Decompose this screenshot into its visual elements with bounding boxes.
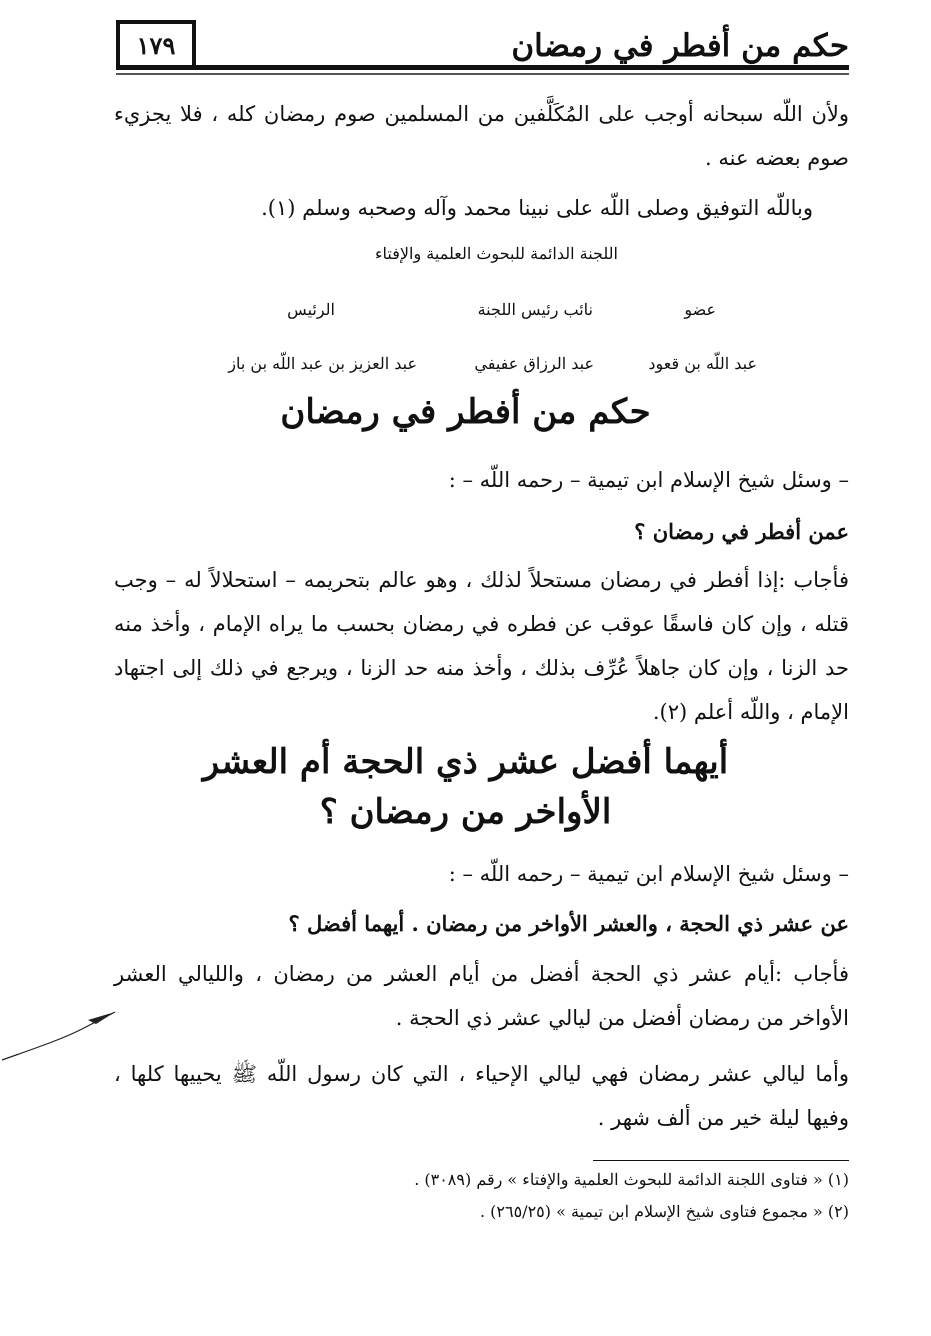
role-vice-chairman: نائب رئيس اللجنة: [477, 300, 593, 319]
footnote-rule: [593, 1160, 849, 1161]
question-text-2: عن عشر ذي الحجة ، والعشر الأواخر من رمضان . أيهما أفضل ؟: [288, 911, 849, 936]
answer-text-2: فأجاب :أيام عشر ذي الحجة أفضل من أيام العشر من رمضان ، والليالي العشر الأواخر من رمضان أفضل من ليالي عشر ذي الحجة .: [114, 962, 849, 1030]
section-heading-2-line2: الأواخر من رمضان ؟: [319, 792, 612, 832]
role-chairman: الرئيس: [287, 300, 335, 319]
name-chairman: عبد العزيز بن عبد اللّه بن باز: [228, 354, 417, 373]
name-member: عبد اللّه بن قعود: [648, 354, 757, 373]
footnote-1: (١) « فتاوى اللجنة الدائمة للبحوث العلمية والإفتاء » رقم (٣٠٨٩) .: [414, 1170, 849, 1189]
section-heading-2-line1: أيهما أفضل عشر ذي الحجة أم العشر: [202, 742, 729, 782]
question-intro: – وسئل شيخ الإسلام ابن تيمية – رحمه اللّه – :: [448, 468, 849, 492]
paragraph-closing: وباللّه التوفيق وصلى اللّه على نبينا محمد وآله وصحبه وسلم (١).: [261, 196, 813, 220]
paragraph-intro: ولأن اللّه سبحانه أوجب على المُكَلَّفين من المسلمين صوم رمضان كله ، فلا يجزيء صوم بعضه عنه .: [114, 102, 849, 170]
section-heading: حكم من أفطر في رمضان: [280, 392, 651, 432]
answer-text: فأجاب :إذا أفطر في رمضان مستحلاً لذلك ، وهو عالم بتحريمه – استحلالاً له – وجب قتله ، وإن كان فاسقًا عوقب عن فطره في رمضان بحسب ما يراه الإمام ، وأخذ منه حد الزنا ، وإن كان جاهلاً عُرِّف بذلك ، وأخذ منه حد الزنا ، ويرجع في ذلك إلى اجتهاد الإمام ، واللّه أعلم (٢).: [114, 568, 849, 724]
question-intro-2: – وسئل شيخ الإسلام ابن تيمية – رحمه اللّه – :: [448, 862, 849, 886]
committee-name: اللجنة الدائمة للبحوث العلمية والإفتاء: [375, 244, 618, 263]
footnote-2: (٢) « مجموع فتاوى شيخ الإسلام ابن تيمية » (٢٦٥/٢٥) .: [479, 1202, 849, 1221]
page-number: ١٧٩: [116, 20, 196, 66]
scan-scratch-mark: [0, 1000, 130, 1070]
role-member: عضو: [684, 300, 716, 319]
header-rule: [116, 65, 849, 70]
answer-text-2b: وأما ليالي عشر رمضان فهي ليالي الإحياء ، التي كان رسول اللّه ﷺ يحييها كلها ، وفيها ليلة خير من ألف شهر .: [114, 1062, 849, 1130]
name-vice-chairman: عبد الرزاق عفيفي: [474, 354, 594, 373]
running-header-title: حكم من أفطر في رمضان: [511, 28, 849, 64]
question-text: عمن أفطر في رمضان ؟: [634, 519, 849, 544]
header-rule-thin: [116, 73, 849, 75]
